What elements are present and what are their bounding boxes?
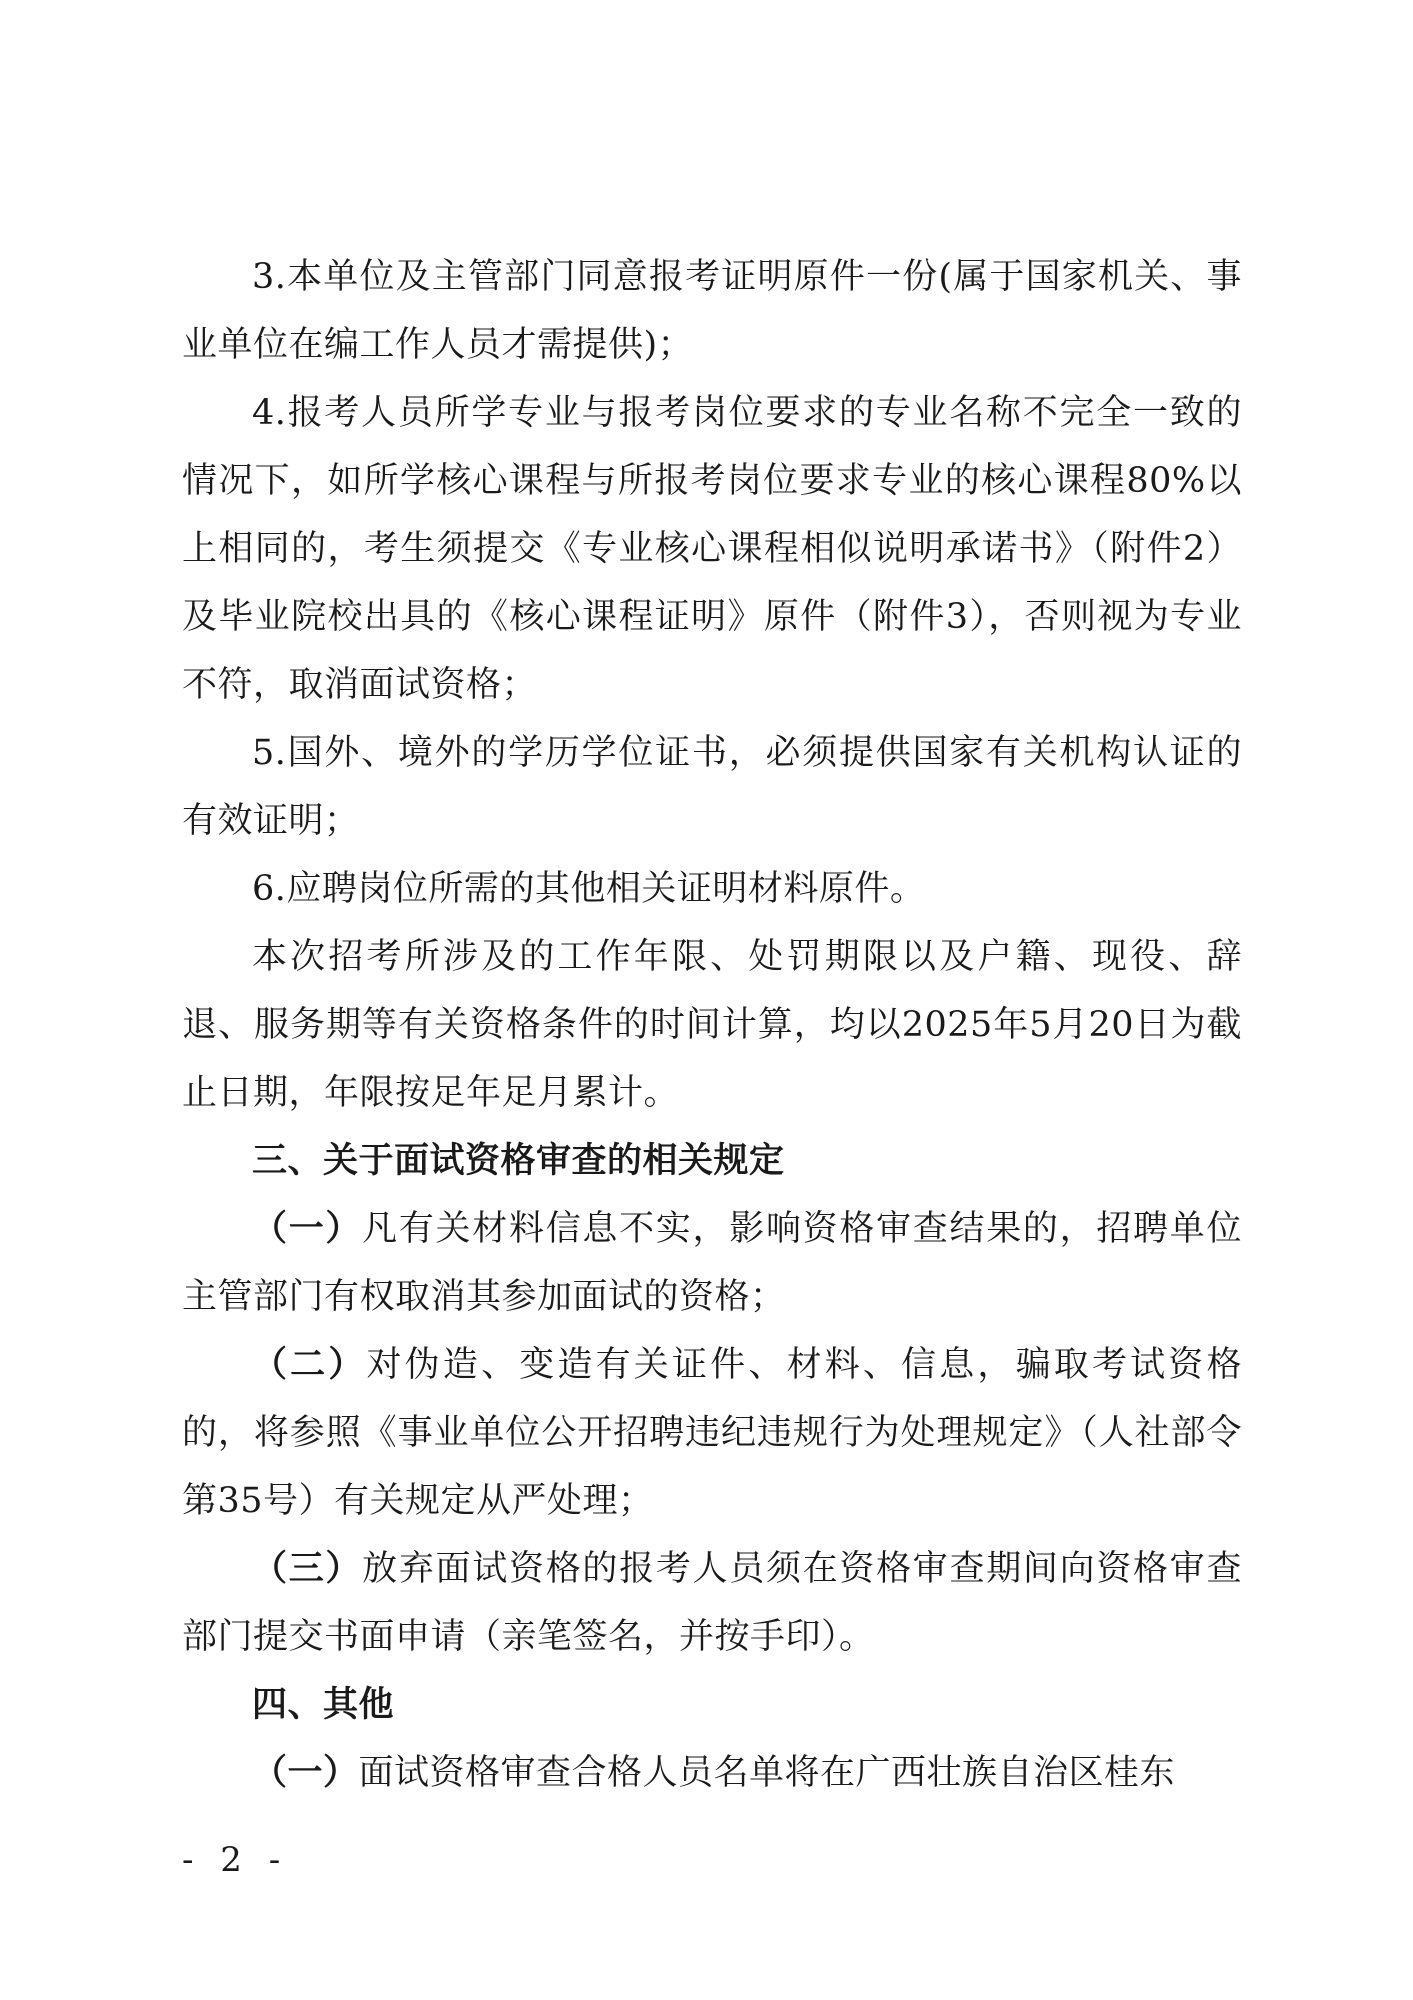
section-3-item-2-text: 对伪造、变造有关证件、材料、信息，骗取考试资格的，将参照《事业单位公开招聘违纪违规行为处理规定》（人社部令第35号）有关规定从严处理；: [182, 1345, 1242, 1521]
paragraph-item-5: 5.国外、境外的学历学位证书，必须提供国家有关机构认证的有效证明；: [182, 733, 1242, 841]
section-4-item-1: [182, 1739, 1242, 1807]
section-4-item-1-lead: （一）: [252, 1752, 359, 1793]
section-3-item-1: [182, 1195, 1242, 1331]
section-3-item-1-lead: （一）: [252, 1208, 363, 1249]
section-4-heading: 四、其他: [252, 1685, 395, 1725]
section-3-heading: 三、关于面试资格审查的相关规定: [252, 1141, 785, 1181]
page-number: - 2 -: [182, 1840, 289, 1880]
section-3-item-1-text: 凡有关材料信息不实，影响资格审查结果的，招聘单位主管部门有权取消其参加面试的资格；: [182, 1209, 1242, 1317]
paragraph-item-4: 4.报考人员所学专业与报考岗位要求的专业名称不完全一致的情况下，如所学核心课程与所报考岗位要求专业的核心课程80%以上相同的，考生须提交《专业核心课程相似说明承诺书》（附件2）及毕业院校出具的《核心课程证明》原件（附件3），否则视为专业不符，取消面试资格；: [182, 393, 1242, 705]
document-body: [182, 243, 1242, 1807]
paragraph-time-calculation: 本次招考所涉及的工作年限、处罚期限以及户籍、现役、辞退、服务期等有关资格条件的时间计算，均以2025年5月20日为截止日期，年限按足年足月累计。: [182, 937, 1242, 1113]
section-3-item-3: [182, 1535, 1242, 1671]
section-3-item-3-lead: （三）: [252, 1548, 363, 1589]
paragraph-item-3: 3.本单位及主管部门同意报考证明原件一份(属于国家机关、事业单位在编工作人员才需提供)；: [182, 257, 1242, 365]
section-3-item-2-lead: （二）: [252, 1344, 367, 1385]
section-3-item-2: [182, 1331, 1242, 1535]
section-3-item-3-text: 放弃面试资格的报考人员须在资格审查期间向资格审查部门提交书面申请（亲笔签名，并按手印）。: [182, 1549, 1242, 1657]
paragraph-item-6: 6.应聘岗位所需的其他相关证明材料原件。: [252, 869, 926, 909]
section-4-item-1-text: 面试资格审查合格人员名单将在广西壮族自治区桂东: [358, 1753, 1176, 1793]
